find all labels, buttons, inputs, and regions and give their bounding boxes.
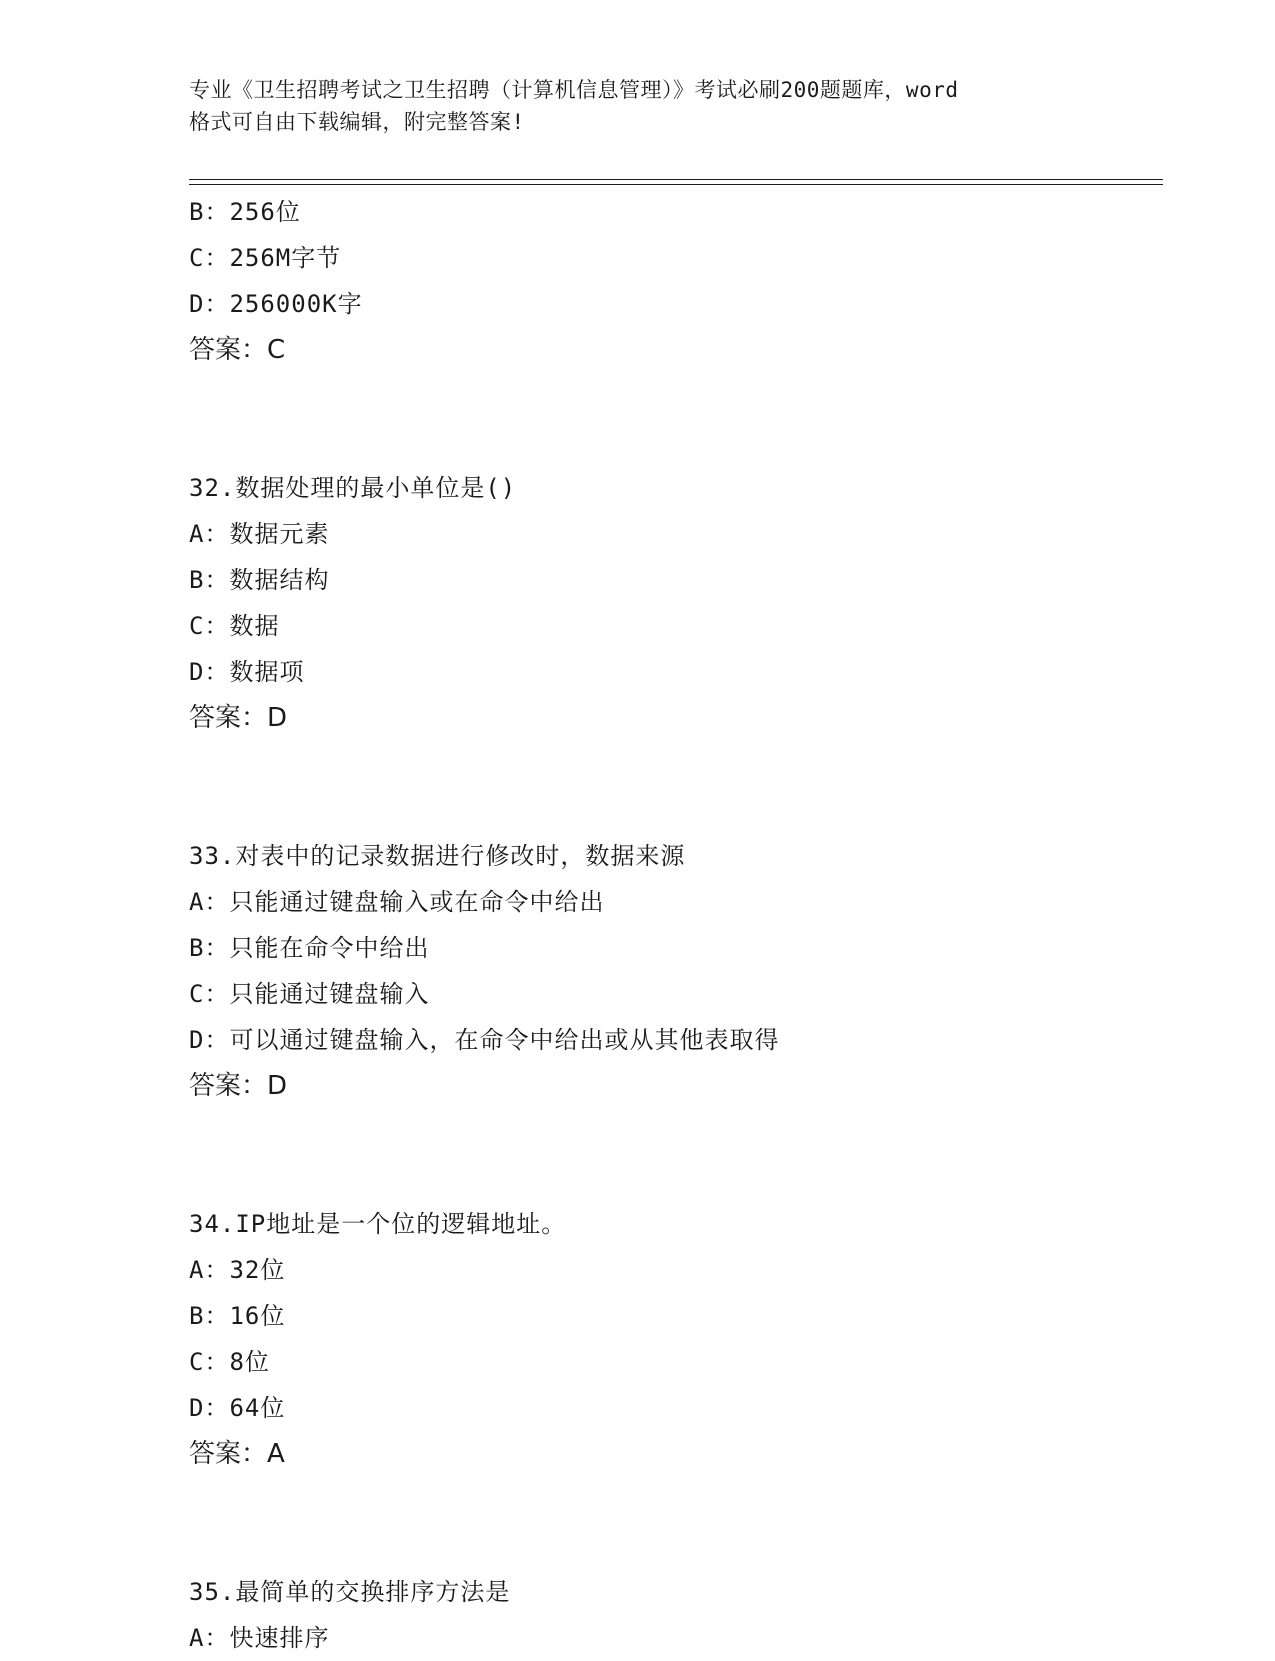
option-a: A：快速排序 xyxy=(189,1624,330,1652)
option-c: C：数据 xyxy=(189,612,280,640)
question-33 xyxy=(189,833,1189,1109)
option-a: A：32位 xyxy=(189,1256,286,1284)
question-gap xyxy=(189,1109,1189,1201)
question-gap xyxy=(189,1477,1189,1569)
answer-line: 答案：C xyxy=(189,335,286,365)
option-a: A：数据元素 xyxy=(189,520,330,548)
question-stem: 34.IP地址是一个位的逻辑地址。 xyxy=(189,1210,567,1238)
question-stem: 35.最简单的交换排序方法是 xyxy=(189,1578,511,1606)
question-35 xyxy=(189,1569,1189,1661)
option-b: B：数据结构 xyxy=(189,566,330,594)
option-c: C：256M字节 xyxy=(189,244,342,272)
header-line-1: 专业《卫生招聘考试之卫生招聘（计算机信息管理）》考试必刷200题题库，word xyxy=(189,78,959,102)
question-gap xyxy=(189,741,1189,833)
option-d: D：可以通过键盘输入，在命令中给出或从其他表取得 xyxy=(189,1026,780,1054)
question-list xyxy=(189,189,1189,1661)
option-b: B：16位 xyxy=(189,1302,286,1330)
option-d: D：256000K字 xyxy=(189,290,363,318)
document-header xyxy=(189,74,1089,138)
question-31-tail xyxy=(189,189,1189,373)
header-line-2: 格式可自由下载编辑，附完整答案! xyxy=(189,110,525,134)
question-32 xyxy=(189,465,1189,741)
option-d: D：64位 xyxy=(189,1394,286,1422)
question-gap xyxy=(189,373,1189,465)
answer-line: 答案：A xyxy=(189,1439,285,1469)
option-a: A：只能通过键盘输入或在命令中给出 xyxy=(189,888,605,916)
question-stem: 33.对表中的记录数据进行修改时，数据来源 xyxy=(189,842,686,870)
option-b: B：256位 xyxy=(189,198,301,226)
header-divider-bottom xyxy=(189,184,1163,185)
option-b: B：只能在命令中给出 xyxy=(189,934,430,962)
answer-line: 答案：D xyxy=(189,703,288,733)
question-stem: 32.数据处理的最小单位是() xyxy=(189,474,517,502)
option-c: C：只能通过键盘输入 xyxy=(189,980,430,1008)
option-d: D：数据项 xyxy=(189,658,305,686)
option-c: C：8位 xyxy=(189,1348,270,1376)
answer-line: 答案：D xyxy=(189,1071,288,1101)
question-34 xyxy=(189,1201,1189,1477)
header-divider-top xyxy=(189,179,1163,180)
